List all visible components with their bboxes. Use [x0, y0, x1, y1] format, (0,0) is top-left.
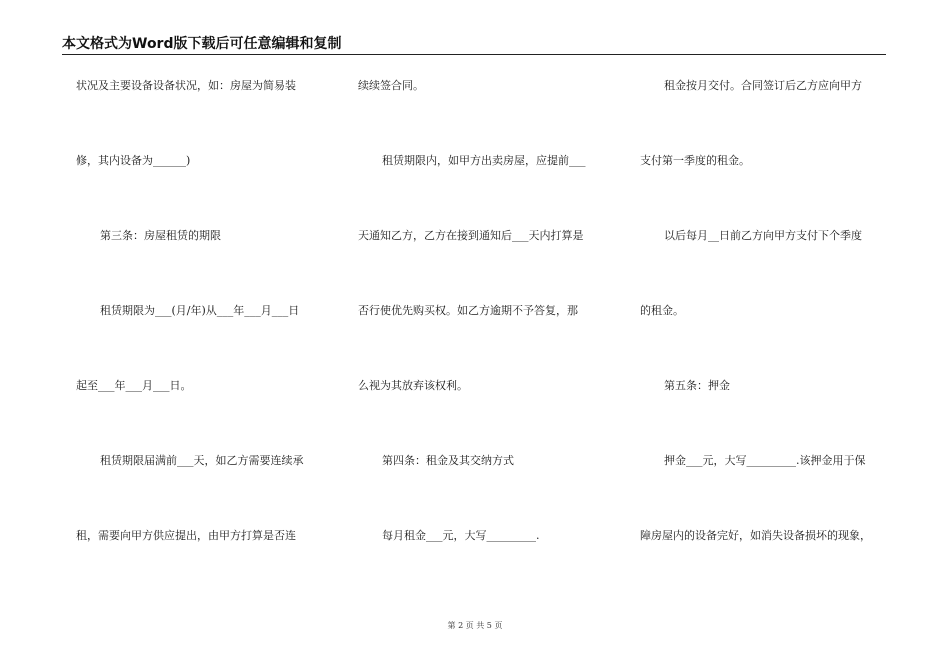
- page-number: 第 2 页 共 5 页: [447, 621, 503, 630]
- text-line: 租，需要向甲方供应提出，由甲方打算是否连: [76, 529, 296, 542]
- text-line: 租金按月交付。合同签订后乙方应向甲方: [664, 79, 862, 92]
- text-column-2: [358, 80, 608, 605]
- text-line: 修，其内设备为______): [76, 154, 191, 167]
- section-heading: 第四条：租金及其交纳方式: [382, 454, 514, 467]
- text-line: 么视为其放弃该权利。: [358, 379, 468, 392]
- text-column-3: [640, 80, 890, 605]
- text-line: 每月租金___元，大写_________.: [382, 529, 540, 542]
- section-heading: 第五条：押金: [664, 379, 730, 392]
- text-line: 状况及主要设备设备状况，如：房屋为简易装: [76, 79, 296, 92]
- text-line: 的租金。: [640, 304, 684, 317]
- text-line: 租赁期限内，如甲方出卖房屋，应提前___: [382, 154, 586, 167]
- text-line: 续续签合同。: [358, 79, 424, 92]
- text-line: 支付第一季度的租金。: [640, 154, 750, 167]
- text-column-1: [76, 80, 326, 605]
- text-line: 租赁期限为___(月/年)从___年___月___日: [100, 304, 300, 317]
- text-line: 天通知乙方，乙方在接到通知后___天内打算是: [358, 229, 584, 242]
- text-line: 以后每月__日前乙方向甲方支付下个季度: [664, 229, 862, 242]
- header-title: 本文格式为Word版下载后可任意编辑和复制: [62, 36, 342, 52]
- text-line: 起至___年___月___日。: [76, 379, 192, 392]
- text-line: 障房屋内的设备完好，如消失设备损坏的现象，: [640, 529, 871, 542]
- section-heading: 第三条：房屋租赁的期限: [100, 229, 221, 242]
- text-line: 押金___元，大写_________.该押金用于保: [664, 454, 866, 467]
- text-line: 租赁期限届满前___天，如乙方需要连续承: [100, 454, 304, 467]
- page-header: [62, 36, 886, 55]
- text-line: 否行使优先购买权。如乙方逾期不予答复，那: [358, 304, 578, 317]
